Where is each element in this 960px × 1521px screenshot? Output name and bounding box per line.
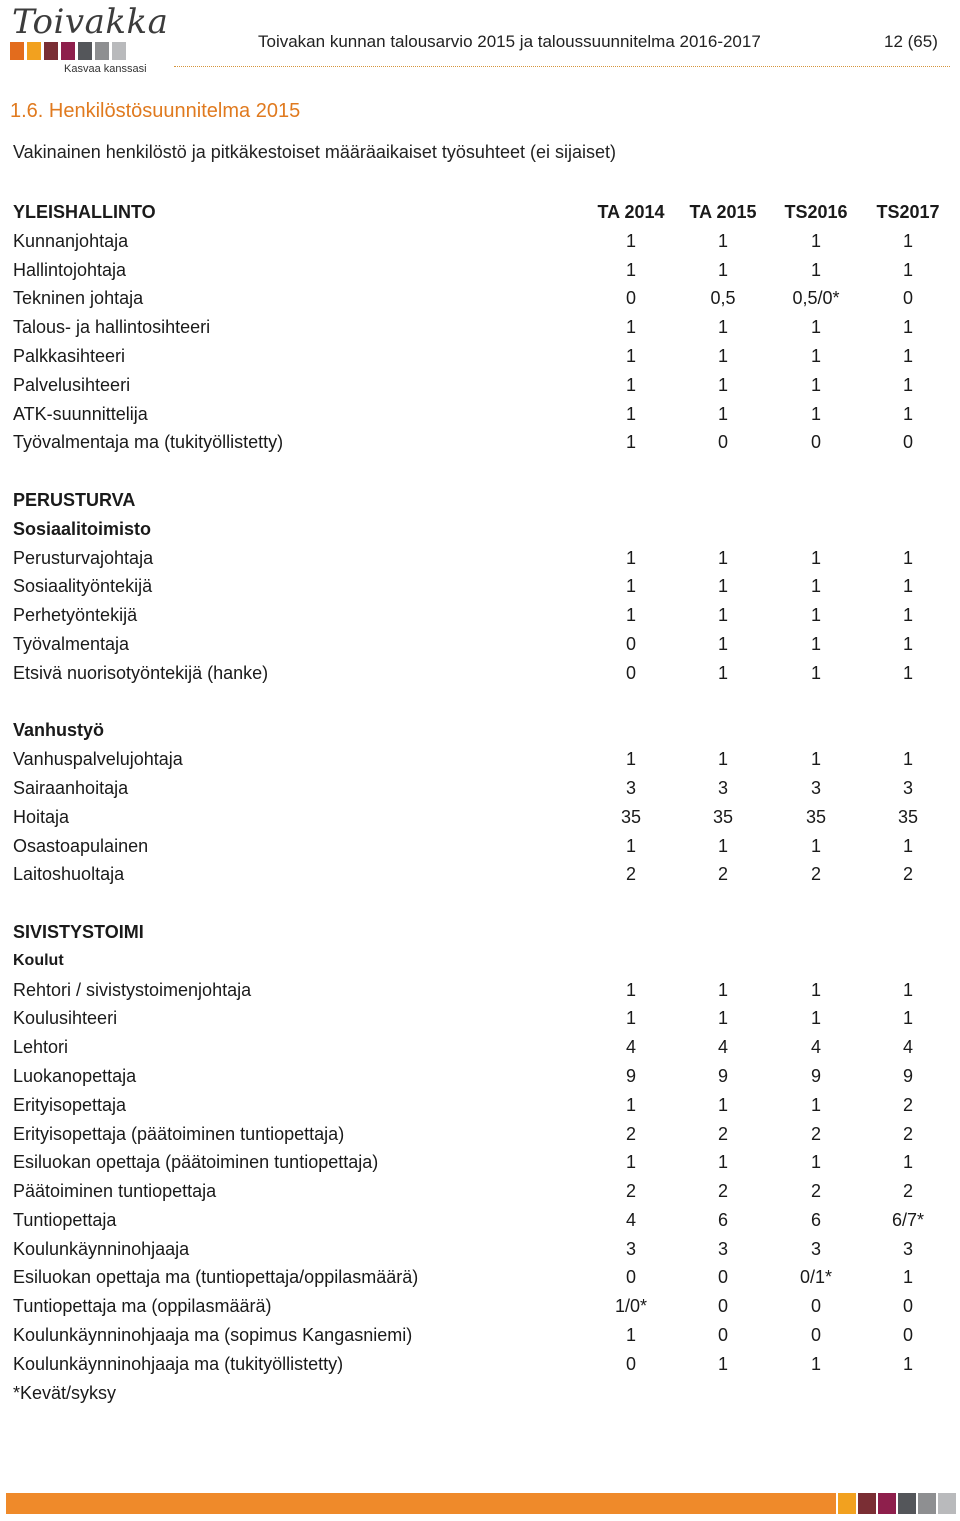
row-value: 1 [625, 317, 636, 338]
row-value: 0 [810, 1296, 821, 1317]
group-subheading-row [13, 515, 943, 544]
row-value: 9 [902, 1065, 913, 1086]
row-value: 6 [717, 1209, 728, 1230]
row-label: Koulunkäynninohjaaja ma (tukityöllistetty) [13, 1353, 344, 1374]
row-label: Osastoapulainen [13, 835, 149, 856]
row-value: 1 [625, 345, 636, 366]
table-row [13, 428, 943, 457]
table-row [13, 544, 943, 573]
row-value: 1 [625, 403, 636, 424]
table-row [13, 832, 943, 861]
row-value: 1 [717, 230, 728, 251]
footer-color-bar [6, 1493, 956, 1514]
row-value: 1 [717, 374, 728, 395]
row-label: Etsivä nuorisotyöntekijä (hanke) [13, 662, 269, 683]
row-value: 0 [902, 1325, 913, 1346]
row-value: 0 [902, 288, 913, 309]
row-label: Luokanopettaja [13, 1065, 137, 1086]
row-value: 4 [810, 1037, 821, 1058]
row-label: Laitoshuoltaja [13, 864, 125, 885]
row-label: Perhetyöntekijä [13, 605, 138, 626]
logo-square [112, 42, 126, 60]
row-value: 1 [717, 633, 728, 654]
row-value: 2 [625, 1181, 636, 1202]
document-title: Toivakan kunnan talousarvio 2015 ja taloussuunnitelma 2016-2017 [258, 32, 761, 51]
row-value: 1 [717, 576, 728, 597]
row-value: 35 [805, 806, 827, 827]
footer-color-square [858, 1493, 876, 1514]
group-subheading: Sosiaalitoimisto [13, 518, 152, 539]
row-value: 1 [717, 979, 728, 1000]
table-spacer [13, 457, 943, 486]
logo-tagline: Kasvaa kanssasi [64, 63, 147, 75]
row-value: 1 [625, 432, 636, 453]
row-value: 4 [625, 1037, 636, 1058]
column-header: TA 2015 [689, 202, 757, 222]
row-value: 1 [902, 230, 913, 251]
header-divider [174, 66, 950, 67]
row-value: 1 [902, 633, 913, 654]
row-value: 1 [810, 1152, 821, 1173]
table-spacer [13, 688, 943, 717]
table-subtitle: Vakinainen henkilöstö ja pitkäkestoiset määräaikaiset työsuhteet (ei sijaiset) [13, 142, 616, 162]
row-value: 1 [810, 230, 821, 251]
table-row [13, 803, 943, 832]
table-row [13, 1062, 943, 1091]
row-label: Työvalmentaja [13, 633, 130, 654]
row-label: Vanhuspalvelujohtaja [13, 749, 183, 770]
row-value: 1 [717, 662, 728, 683]
row-value: 1 [810, 979, 821, 1000]
row-value: 1 [717, 605, 728, 626]
row-label: Päätoiminen tuntiopettaja [13, 1181, 217, 1202]
table-row [13, 284, 943, 313]
footer-color-square [938, 1493, 956, 1514]
row-value: 0 [717, 432, 728, 453]
row-value: 1 [902, 835, 913, 856]
column-header: TS2017 [876, 202, 940, 222]
row-label: Palkkasihteeri [13, 345, 126, 366]
row-value: 1 [810, 662, 821, 683]
row-value: 1 [902, 345, 913, 366]
row-label: Palvelusihteeri [13, 374, 131, 395]
row-value: 1 [902, 403, 913, 424]
row-value: 1 [810, 633, 821, 654]
row-value: 1 [717, 345, 728, 366]
table-row [13, 1263, 943, 1292]
row-value: 3 [902, 1238, 913, 1259]
row-value: 1 [625, 547, 636, 568]
row-value: 1 [717, 259, 728, 280]
group-heading-row [13, 918, 943, 947]
row-value: 0 [625, 288, 636, 309]
row-value: 2 [810, 864, 821, 885]
row-value: 6/7* [891, 1209, 925, 1230]
row-value: 0/1* [799, 1267, 833, 1288]
group-heading-row [13, 486, 943, 515]
footer-color-square [918, 1493, 936, 1514]
row-value: 0 [717, 1267, 728, 1288]
row-value: 0 [902, 1296, 913, 1317]
row-value: 1 [717, 1152, 728, 1173]
row-value: 3 [625, 777, 636, 798]
table-spacer [13, 889, 943, 918]
table-row [13, 1350, 943, 1379]
staffing-table [13, 198, 943, 1407]
row-value: 2 [902, 1181, 913, 1202]
table-row [13, 1235, 943, 1264]
row-value: 2 [625, 864, 636, 885]
row-value: 0 [625, 1353, 636, 1374]
row-value: 0,5/0* [792, 288, 840, 309]
row-value: 0 [810, 1325, 821, 1346]
group-heading-row [13, 716, 943, 745]
row-label: Työvalmentaja ma (tukityöllistetty) [13, 432, 284, 453]
logo-square [27, 42, 41, 60]
column-header: TS2016 [784, 202, 848, 222]
table-row [13, 1206, 943, 1235]
row-value: 1 [625, 1094, 636, 1115]
table-row [13, 601, 943, 630]
row-label: Erityisopettaja (päätoiminen tuntiopettaja) [13, 1123, 345, 1144]
row-value: 1 [902, 259, 913, 280]
logo-square [95, 42, 109, 60]
table-footnote: *Kevät/syksy [13, 1382, 117, 1403]
section-heading: 1.6. Henkilöstösuunnitelma 2015 [10, 100, 301, 122]
table-row [13, 572, 943, 601]
row-value: 1 [625, 576, 636, 597]
table-row [13, 1321, 943, 1350]
row-value: 0 [625, 633, 636, 654]
group-heading: YLEISHALLINTO [13, 202, 156, 222]
table-row [13, 400, 943, 429]
table-row [13, 1120, 943, 1149]
row-value: 3 [717, 777, 728, 798]
row-value: 1 [810, 345, 821, 366]
row-value: 3 [810, 1238, 821, 1259]
row-label: ATK-suunnittelija [13, 403, 148, 424]
row-value: 3 [902, 777, 913, 798]
row-value: 1 [717, 317, 728, 338]
row-value: 0 [810, 432, 821, 453]
row-value: 1 [810, 547, 821, 568]
row-value: 1 [625, 1325, 636, 1346]
footer-orange-bar [6, 1493, 836, 1514]
row-value: 1 [625, 374, 636, 395]
group-subheading: Koulut [13, 951, 64, 969]
row-label: Koulunkäynninohjaaja ma (sopimus Kangasniemi) [13, 1325, 413, 1346]
row-value: 1 [902, 979, 913, 1000]
footer-color-square [878, 1493, 896, 1514]
logo-square [78, 42, 92, 60]
row-label: Lehtori [13, 1037, 69, 1058]
row-value: 1 [902, 547, 913, 568]
row-value: 1 [902, 749, 913, 770]
row-value: 1 [625, 749, 636, 770]
table-row [13, 1177, 943, 1206]
row-value: 9 [625, 1065, 636, 1086]
table-row [13, 1292, 943, 1321]
row-label: Sairaanhoitaja [13, 777, 129, 798]
row-value: 1 [902, 1008, 913, 1029]
row-value: 1 [717, 403, 728, 424]
row-value: 1 [810, 259, 821, 280]
row-label: Esiluokan opettaja (päätoiminen tuntiopettaja) [13, 1152, 379, 1173]
table-row [13, 342, 943, 371]
row-value: 0 [902, 432, 913, 453]
group-heading: Vanhustyö [13, 720, 105, 741]
row-value: 0 [717, 1296, 728, 1317]
row-value: 2 [717, 1181, 728, 1202]
row-value: 35 [620, 806, 642, 827]
row-value: 1 [902, 605, 913, 626]
table-row [13, 227, 943, 256]
row-value: 1 [625, 979, 636, 1000]
row-value: 2 [810, 1181, 821, 1202]
table-row [13, 1004, 943, 1033]
row-value: 1 [625, 259, 636, 280]
row-value: 1 [625, 835, 636, 856]
table-row [13, 371, 943, 400]
row-value: 1 [810, 749, 821, 770]
row-label: Tuntiopettaja ma (oppilasmäärä) [13, 1296, 272, 1317]
row-value: 0 [625, 662, 636, 683]
row-value: 1 [902, 1353, 913, 1374]
group-heading-row [13, 198, 943, 227]
row-value: 1 [717, 749, 728, 770]
row-label: Tekninen johtaja [13, 288, 144, 309]
table-row [13, 313, 943, 342]
row-value: 1 [810, 374, 821, 395]
table-row [13, 976, 943, 1005]
row-value: 1 [810, 576, 821, 597]
page-number: 12 (65) [884, 32, 938, 51]
table-row [13, 745, 943, 774]
row-value: 9 [810, 1065, 821, 1086]
row-value: 2 [902, 1094, 913, 1115]
row-value: 1 [625, 1152, 636, 1173]
row-value: 0,5 [710, 288, 736, 309]
table-row [13, 630, 943, 659]
row-value: 1/0* [614, 1296, 648, 1317]
row-value: 1 [810, 1094, 821, 1115]
row-value: 1 [902, 1152, 913, 1173]
row-value: 1 [625, 230, 636, 251]
row-value: 3 [810, 777, 821, 798]
row-value: 35 [712, 806, 734, 827]
row-value: 2 [902, 864, 913, 885]
row-value: 4 [717, 1037, 728, 1058]
row-value: 1 [902, 576, 913, 597]
footer-color-square [898, 1493, 916, 1514]
table-row [13, 659, 943, 688]
row-value: 35 [897, 806, 919, 827]
logo-wordmark: Toivakka [12, 2, 169, 42]
row-value: 3 [717, 1238, 728, 1259]
row-value: 1 [810, 403, 821, 424]
row-value: 1 [902, 662, 913, 683]
row-value: 1 [717, 1353, 728, 1374]
row-value: 1 [810, 1008, 821, 1029]
row-label: Koulunkäynninohjaaja [13, 1238, 190, 1259]
row-value: 4 [625, 1209, 636, 1230]
logo-color-squares [10, 42, 126, 60]
row-value: 2 [625, 1123, 636, 1144]
row-value: 2 [810, 1123, 821, 1144]
row-label: Kunnanjohtaja [13, 230, 129, 251]
row-value: 2 [717, 864, 728, 885]
row-value: 0 [717, 1325, 728, 1346]
row-value: 6 [810, 1209, 821, 1230]
row-value: 1 [625, 605, 636, 626]
row-value: 1 [810, 317, 821, 338]
row-value: 1 [717, 547, 728, 568]
logo-square [10, 42, 24, 60]
row-value: 4 [902, 1037, 913, 1058]
row-label: Hallintojohtaja [13, 259, 127, 280]
footer-color-square [838, 1493, 856, 1514]
row-value: 1 [717, 1008, 728, 1029]
group-heading: PERUSTURVA [13, 489, 136, 510]
row-value: 3 [625, 1238, 636, 1259]
row-value: 1 [717, 1094, 728, 1115]
row-value: 9 [717, 1065, 728, 1086]
row-value: 1 [810, 1353, 821, 1374]
row-value: 1 [717, 835, 728, 856]
table-row [13, 774, 943, 803]
row-value: 1 [625, 1008, 636, 1029]
row-label: Sosiaalityöntekijä [13, 576, 153, 597]
row-value: 2 [717, 1123, 728, 1144]
row-label: Talous- ja hallintosihteeri [13, 317, 211, 338]
toivakka-logo [4, 2, 169, 80]
row-value: 1 [902, 374, 913, 395]
table-row [13, 256, 943, 285]
table-row [13, 1148, 943, 1177]
table-row [13, 1091, 943, 1120]
group-subheading-row [13, 947, 943, 976]
row-label: Hoitaja [13, 806, 70, 827]
table-row [13, 860, 943, 889]
row-value: 1 [810, 605, 821, 626]
row-label: Rehtori / sivistystoimenjohtaja [13, 979, 252, 1000]
row-value: 1 [902, 1267, 913, 1288]
row-value: 1 [810, 835, 821, 856]
row-value: 0 [625, 1267, 636, 1288]
row-label: Tuntiopettaja [13, 1209, 117, 1230]
group-heading: SIVISTYSTOIMI [13, 921, 144, 942]
row-label: Esiluokan opettaja ma (tuntiopettaja/oppilasmäärä) [13, 1267, 419, 1288]
column-header: TA 2014 [597, 202, 665, 222]
row-label: Perusturvajohtaja [13, 547, 154, 568]
footnote-row [13, 1379, 943, 1408]
row-value: 1 [902, 317, 913, 338]
table-row [13, 1033, 943, 1062]
row-label: Erityisopettaja [13, 1094, 127, 1115]
logo-square [61, 42, 75, 60]
row-label: Koulusihteeri [13, 1008, 118, 1029]
logo-square [44, 42, 58, 60]
row-value: 2 [902, 1123, 913, 1144]
